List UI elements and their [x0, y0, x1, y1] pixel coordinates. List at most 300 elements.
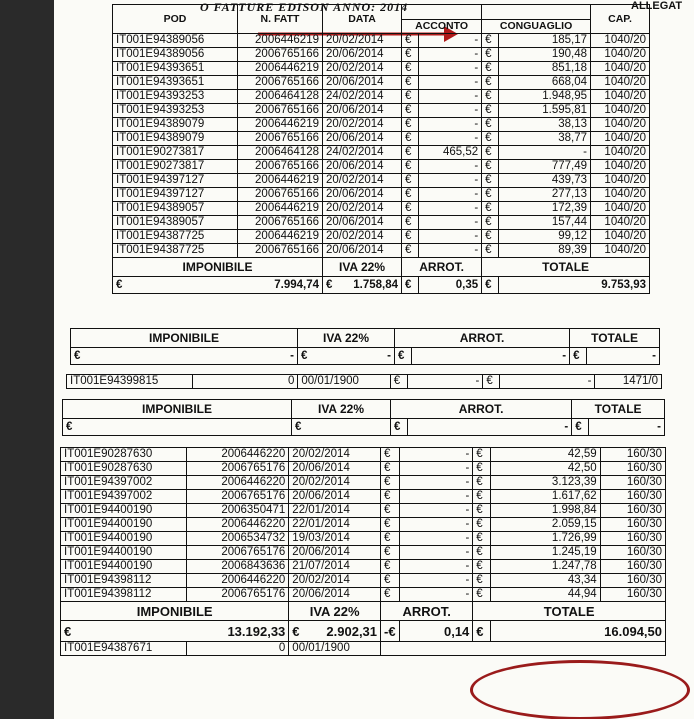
table-row — [113, 104, 650, 118]
totale-value: - — [587, 348, 660, 365]
iva-cell — [298, 348, 395, 365]
euro-sign: € — [482, 104, 499, 118]
euro-sign: € — [473, 546, 490, 560]
iva-label: IVA 22% — [323, 258, 402, 277]
acconto-cell: - — [419, 118, 482, 132]
data-cell: 20/06/2014 — [289, 462, 381, 476]
conguaglio-cell: 1.247,78 — [490, 560, 600, 574]
imponibile-label: IMPONIBILE — [61, 602, 289, 621]
nfatt-cell: 2006464128 — [238, 90, 323, 104]
conguaglio-cell: 172,39 — [499, 202, 591, 216]
cap-cell: 1040/20 — [591, 146, 650, 160]
table-row — [61, 448, 666, 462]
cap-cell: 1040/20 — [591, 216, 650, 230]
cap-cell: 1040/20 — [591, 48, 650, 62]
nfatt-cell: 2006765176 — [187, 490, 289, 504]
pod-cell: IT001E90273817 — [113, 160, 238, 174]
pod-cell: IT001E94387725 — [113, 230, 238, 244]
pod-cell: IT001E90287630 — [61, 462, 187, 476]
pod-cell: IT001E94398112 — [61, 588, 187, 602]
imponibile-cell — [61, 621, 289, 642]
totale-label: TOTALE — [473, 602, 666, 621]
euro-sign: € — [402, 202, 419, 216]
conguaglio-cell: 43,34 — [490, 574, 600, 588]
euro-sign: € — [482, 146, 499, 160]
cap-cell: 1040/20 — [591, 118, 650, 132]
euro-sign: € — [482, 160, 499, 174]
pod-cell: IT001E94399815 — [67, 375, 193, 389]
euro-sign: € — [292, 419, 391, 436]
pod-cell: IT001E94393651 — [113, 76, 238, 90]
euro-sign: € — [482, 188, 499, 202]
conguaglio-cell: 42,59 — [490, 448, 600, 462]
block2-summary-values — [71, 348, 660, 365]
cap-cell: 1040/20 — [591, 230, 650, 244]
iva-value: 2.902,31 — [326, 623, 378, 639]
red-circle-annotation — [470, 660, 690, 719]
nfatt-cell: 2006765166 — [238, 48, 323, 62]
data-cell: 20/06/2014 — [323, 216, 402, 230]
euro-sign: € — [381, 560, 400, 574]
euro-sign: € — [402, 34, 419, 48]
nfatt-cell: 2006765166 — [238, 160, 323, 174]
data-cell: 22/01/2014 — [289, 504, 381, 518]
pod-cell: IT001E94389057 — [113, 202, 238, 216]
nfatt-cell: 2006446220 — [187, 448, 289, 462]
table1-header-row — [113, 5, 650, 20]
nfatt-cell: 2006446219 — [238, 118, 323, 132]
euro-sign: € — [482, 34, 499, 48]
block2-pod-row-table — [66, 374, 662, 389]
euro-sign: € — [572, 419, 589, 436]
nfatt-cell: 2006765166 — [238, 132, 323, 146]
data-cell: 24/02/2014 — [323, 90, 402, 104]
conguaglio-cell: 38,13 — [499, 118, 591, 132]
header-conguaglio: CONGUAGLIO — [482, 20, 591, 34]
pod-cell: IT001E94387671 — [61, 642, 187, 656]
acconto-cell: - — [419, 202, 482, 216]
arrot-value: - — [408, 419, 572, 436]
euro-sign: € — [301, 349, 308, 362]
data-cell: 19/03/2014 — [289, 532, 381, 546]
nfatt-cell: 2006765176 — [187, 546, 289, 560]
imponibile-label: IMPONIBILE — [113, 258, 323, 277]
allegato-label: ALLEGAT — [631, 0, 683, 12]
data-cell: 20/02/2014 — [323, 230, 402, 244]
block3-summary-labels — [63, 400, 665, 419]
euro-sign: € — [402, 62, 419, 76]
euro-sign: € — [381, 490, 400, 504]
invoice-block-2 — [70, 328, 660, 365]
euro-sign: € — [482, 244, 499, 258]
table-row — [61, 642, 666, 656]
acconto-cell: - — [419, 216, 482, 230]
euro-sign: € — [473, 490, 490, 504]
arrot-value: - — [412, 348, 570, 365]
table-row — [61, 518, 666, 532]
table-row — [61, 532, 666, 546]
data-cell: 20/02/2014 — [323, 62, 402, 76]
table1-summary-values — [113, 277, 650, 294]
pod-cell: IT001E94389056 — [113, 48, 238, 62]
nfatt-cell: 2006843636 — [187, 560, 289, 574]
table-row — [113, 90, 650, 104]
acconto-cell: - — [419, 62, 482, 76]
pod-cell: IT001E94397002 — [61, 490, 187, 504]
cap-cell: 1040/20 — [591, 34, 650, 48]
data-cell: 00/01/1900 — [289, 642, 381, 656]
cap-cell: 160/30 — [600, 462, 665, 476]
euro-sign: € — [473, 560, 490, 574]
pod-cell: IT001E94393253 — [113, 90, 238, 104]
conguaglio-cell: 42,50 — [490, 462, 600, 476]
euro-sign: € — [482, 118, 499, 132]
acconto-cell: - — [399, 546, 472, 560]
data-cell: 20/02/2014 — [289, 476, 381, 490]
cap-cell: 160/30 — [600, 476, 665, 490]
cap-cell: 1040/20 — [591, 160, 650, 174]
data-cell: 20/02/2014 — [289, 574, 381, 588]
header-spacer-acconto — [402, 5, 482, 20]
euro-sign: € — [482, 48, 499, 62]
euro-sign: € — [402, 76, 419, 90]
euro-sign: € — [402, 244, 419, 258]
table-row — [61, 490, 666, 504]
pod-cell: IT001E94400190 — [61, 560, 187, 574]
acconto-cell: - — [399, 574, 472, 588]
acconto-cell: - — [419, 104, 482, 118]
cap-cell: 1040/20 — [591, 244, 650, 258]
euro-sign: € — [381, 588, 400, 602]
acconto-cell: - — [419, 174, 482, 188]
nfatt-cell: 2006350471 — [187, 504, 289, 518]
cap-cell: 160/30 — [600, 560, 665, 574]
arrot-label: ARROT. — [395, 329, 570, 348]
iva-label: IVA 22% — [292, 400, 391, 419]
euro-sign: € — [402, 230, 419, 244]
table-row — [113, 76, 650, 90]
acconto-cell: - — [399, 588, 472, 602]
conguaglio-cell: 1.595,81 — [499, 104, 591, 118]
table-row — [113, 230, 650, 244]
euro-sign: € — [473, 532, 490, 546]
pod-cell: IT001E90273817 — [113, 146, 238, 160]
euro-sign: € — [473, 476, 490, 490]
euro-sign: € — [473, 621, 490, 642]
conguaglio-cell: - — [500, 375, 595, 389]
euro-sign: € — [483, 375, 500, 389]
invoice-block-3 — [62, 399, 665, 436]
table-row — [61, 574, 666, 588]
cap-cell: 160/30 — [600, 504, 665, 518]
euro-sign: € — [473, 574, 490, 588]
imponibile-label: IMPONIBILE — [63, 400, 292, 419]
table-row — [113, 244, 650, 258]
nfatt-cell: 2006446220 — [187, 574, 289, 588]
euro-sign: € — [482, 230, 499, 244]
block3-summary-values — [63, 419, 665, 436]
conguaglio-cell: 89,39 — [499, 244, 591, 258]
euro-sign: € — [402, 118, 419, 132]
conguaglio-cell: 157,44 — [499, 216, 591, 230]
imponibile-value: - — [290, 349, 294, 362]
invoice-table-1 — [112, 4, 650, 294]
euro-sign: € — [482, 216, 499, 230]
euro-sign: € — [402, 216, 419, 230]
acconto-cell: - — [419, 76, 482, 90]
imponibile-value: 7.994,74 — [274, 278, 319, 291]
data-cell: 00/01/1900 — [298, 375, 390, 389]
conguaglio-cell: 190,48 — [499, 48, 591, 62]
acconto-cell: - — [399, 504, 472, 518]
table-row — [113, 216, 650, 230]
euro-sign: € — [74, 349, 81, 362]
imponibile-label: IMPONIBILE — [71, 329, 298, 348]
euro-sign: € — [482, 62, 499, 76]
euro-sign: € — [116, 278, 123, 291]
conguaglio-cell: 851,18 — [499, 62, 591, 76]
euro-sign: € — [473, 448, 490, 462]
data-cell: 20/02/2014 — [323, 174, 402, 188]
euro-sign: € — [63, 419, 292, 436]
cap-cell: 160/30 — [600, 490, 665, 504]
euro-sign: € — [473, 518, 490, 532]
nfatt-cell: 2006765166 — [238, 104, 323, 118]
pod-cell: IT001E94389079 — [113, 132, 238, 146]
euro-sign: € — [381, 518, 400, 532]
conguaglio-cell: 99,12 — [499, 230, 591, 244]
pod-cell: IT001E94400190 — [61, 546, 187, 560]
euro-sign: € — [402, 48, 419, 62]
acconto-cell: - — [419, 230, 482, 244]
totale-label: TOTALE — [570, 329, 660, 348]
data-cell: 20/02/2014 — [323, 34, 402, 48]
nfatt-cell: 0 — [193, 375, 298, 389]
euro-sign: € — [381, 574, 400, 588]
header-pod: POD — [113, 5, 238, 34]
table3-summary-values — [61, 621, 666, 642]
nfatt-cell: 2006446220 — [187, 518, 289, 532]
table1-summary-labels — [113, 258, 650, 277]
nfatt-cell: 2006534732 — [187, 532, 289, 546]
data-cell: 20/06/2014 — [323, 188, 402, 202]
data-cell: 20/06/2014 — [323, 104, 402, 118]
table-row — [61, 588, 666, 602]
acconto-cell: - — [419, 160, 482, 174]
table-row — [61, 462, 666, 476]
euro-sign: € — [381, 532, 400, 546]
acconto-cell: - — [399, 490, 472, 504]
pod-cell: IT001E94393651 — [113, 62, 238, 76]
imponibile-cell — [113, 277, 323, 294]
table-row — [113, 118, 650, 132]
conguaglio-cell: 185,17 — [499, 34, 591, 48]
pod-cell: IT001E94400190 — [61, 504, 187, 518]
cap-cell: 1040/20 — [591, 174, 650, 188]
nfatt-cell: 2006446219 — [238, 174, 323, 188]
nfatt-cell: 2006464128 — [238, 146, 323, 160]
header-acconto: ACCONTO — [402, 20, 482, 34]
euro-sign: € — [395, 348, 412, 365]
euro-sign: € — [381, 476, 400, 490]
nfatt-cell: 2006765166 — [238, 76, 323, 90]
euro-sign: € — [390, 375, 407, 389]
acconto-cell: - — [407, 375, 483, 389]
conguaglio-cell: 439,73 — [499, 174, 591, 188]
pod-cell: IT001E94389079 — [113, 118, 238, 132]
arrot-value: 0,35 — [419, 277, 482, 294]
imponibile-value: 13.192,33 — [227, 623, 286, 639]
euro-sign: € — [482, 277, 499, 294]
iva-cell — [289, 621, 381, 642]
table-row — [113, 188, 650, 202]
acconto-cell: - — [399, 462, 472, 476]
table-row — [61, 546, 666, 560]
arrot-label: ARROT. — [381, 602, 473, 621]
table-row — [113, 146, 650, 160]
nfatt-cell: 2006446219 — [238, 202, 323, 216]
conguaglio-cell: 668,04 — [499, 76, 591, 90]
table-row — [61, 560, 666, 574]
euro-sign: € — [482, 174, 499, 188]
table-row — [113, 48, 650, 62]
pod-cell: IT001E94400190 — [61, 518, 187, 532]
conguaglio-cell: 1.617,62 — [490, 490, 600, 504]
euro-sign: € — [473, 504, 490, 518]
acconto-cell: - — [399, 518, 472, 532]
nfatt-cell: 2006765176 — [187, 588, 289, 602]
cap-cell: 1040/20 — [591, 104, 650, 118]
cap-cell: 1040/20 — [591, 188, 650, 202]
cap-cell: 160/30 — [600, 448, 665, 462]
invoice-table-3 — [60, 447, 666, 656]
arrot-euro-sign: -€ — [381, 621, 400, 642]
cap-cell: 1040/20 — [591, 132, 650, 146]
data-cell: 20/02/2014 — [323, 202, 402, 216]
conguaglio-cell: 44,94 — [490, 588, 600, 602]
data-cell: 20/06/2014 — [323, 160, 402, 174]
acconto-cell: - — [399, 560, 472, 574]
data-cell: 20/06/2014 — [323, 48, 402, 62]
iva-value: - — [387, 349, 391, 362]
pod-cell: IT001E94389057 — [113, 216, 238, 230]
euro-sign: € — [292, 623, 300, 639]
table-row — [113, 202, 650, 216]
iva-cell — [323, 277, 402, 294]
table3-summary-labels — [61, 602, 666, 621]
cap-cell: 160/30 — [600, 546, 665, 560]
nfatt-cell: 2006446219 — [238, 62, 323, 76]
acconto-cell: - — [419, 34, 482, 48]
data-cell: 20/02/2014 — [289, 448, 381, 462]
conguaglio-cell: 777,49 — [499, 160, 591, 174]
acconto-cell: - — [419, 90, 482, 104]
acconto-cell: - — [399, 448, 472, 462]
cap-cell: 1040/20 — [591, 76, 650, 90]
table-row — [113, 62, 650, 76]
euro-sign: € — [402, 277, 419, 294]
euro-sign: € — [473, 588, 490, 602]
euro-sign: € — [402, 104, 419, 118]
arrot-label: ARROT. — [402, 258, 482, 277]
header-cap: CAP. — [591, 5, 650, 34]
nfatt-cell: 2006765176 — [187, 462, 289, 476]
pod-cell: IT001E94389056 — [113, 34, 238, 48]
cap-cell: 160/30 — [600, 532, 665, 546]
conguaglio-cell: 1.245,19 — [490, 546, 600, 560]
conguaglio-cell: 1.726,99 — [490, 532, 600, 546]
table-row — [67, 375, 662, 389]
cap-cell: 1040/20 — [591, 62, 650, 76]
cap-cell: 160/30 — [600, 574, 665, 588]
arrot-label: ARROT. — [391, 400, 572, 419]
table-row — [113, 174, 650, 188]
document-heading: O FATTURE EDISON ANNO: 2014 — [200, 0, 409, 14]
euro-sign: € — [381, 546, 400, 560]
data-cell: 20/02/2014 — [323, 118, 402, 132]
cap-cell: 1040/20 — [591, 202, 650, 216]
totale-value: 9.753,93 — [499, 277, 650, 294]
conguaglio-cell: 2.059,15 — [490, 518, 600, 532]
data-cell: 21/07/2014 — [289, 560, 381, 574]
euro-sign: € — [402, 174, 419, 188]
data-cell: 20/06/2014 — [323, 132, 402, 146]
pod-cell: IT001E90287630 — [61, 448, 187, 462]
euro-sign: € — [381, 448, 400, 462]
nfatt-cell: 2006765166 — [238, 244, 323, 258]
euro-sign: € — [391, 419, 408, 436]
euro-sign: € — [482, 90, 499, 104]
data-cell: 20/06/2014 — [323, 244, 402, 258]
acconto-cell: - — [419, 244, 482, 258]
data-cell: 20/06/2014 — [289, 490, 381, 504]
table-row — [61, 476, 666, 490]
cap-cell: 1471/0 — [595, 375, 662, 389]
table-row — [61, 504, 666, 518]
data-cell: 20/06/2014 — [323, 76, 402, 90]
cap-cell: 160/30 — [600, 518, 665, 532]
table-row — [113, 34, 650, 48]
euro-sign: € — [482, 202, 499, 216]
conguaglio-cell: 38,77 — [499, 132, 591, 146]
acconto-cell: - — [419, 48, 482, 62]
cap-cell: 160/30 — [600, 588, 665, 602]
arrot-value: 0,14 — [399, 621, 472, 642]
euro-sign: € — [402, 90, 419, 104]
data-cell: 20/06/2014 — [289, 546, 381, 560]
acconto-cell: - — [399, 532, 472, 546]
data-cell: 20/06/2014 — [289, 588, 381, 602]
nfatt-cell: 2006765166 — [238, 188, 323, 202]
conguaglio-cell: 277,13 — [499, 188, 591, 202]
nfatt-cell: 2006446219 — [238, 34, 323, 48]
header-spacer-conguaglio — [482, 5, 591, 20]
row-remainder — [381, 642, 666, 656]
conguaglio-cell: - — [499, 146, 591, 160]
pod-cell: IT001E94398112 — [61, 574, 187, 588]
acconto-cell: 465,52 — [419, 146, 482, 160]
euro-sign: € — [381, 462, 400, 476]
iva-label: IVA 22% — [289, 602, 381, 621]
euro-sign: € — [570, 348, 587, 365]
acconto-cell: - — [399, 476, 472, 490]
pod-cell: IT001E94393253 — [113, 104, 238, 118]
header-data: DATA — [323, 5, 402, 34]
nfatt-cell: 2006765166 — [238, 216, 323, 230]
iva-value: 1.758,84 — [353, 278, 398, 291]
euro-sign: € — [482, 76, 499, 90]
pod-cell: IT001E94397127 — [113, 174, 238, 188]
